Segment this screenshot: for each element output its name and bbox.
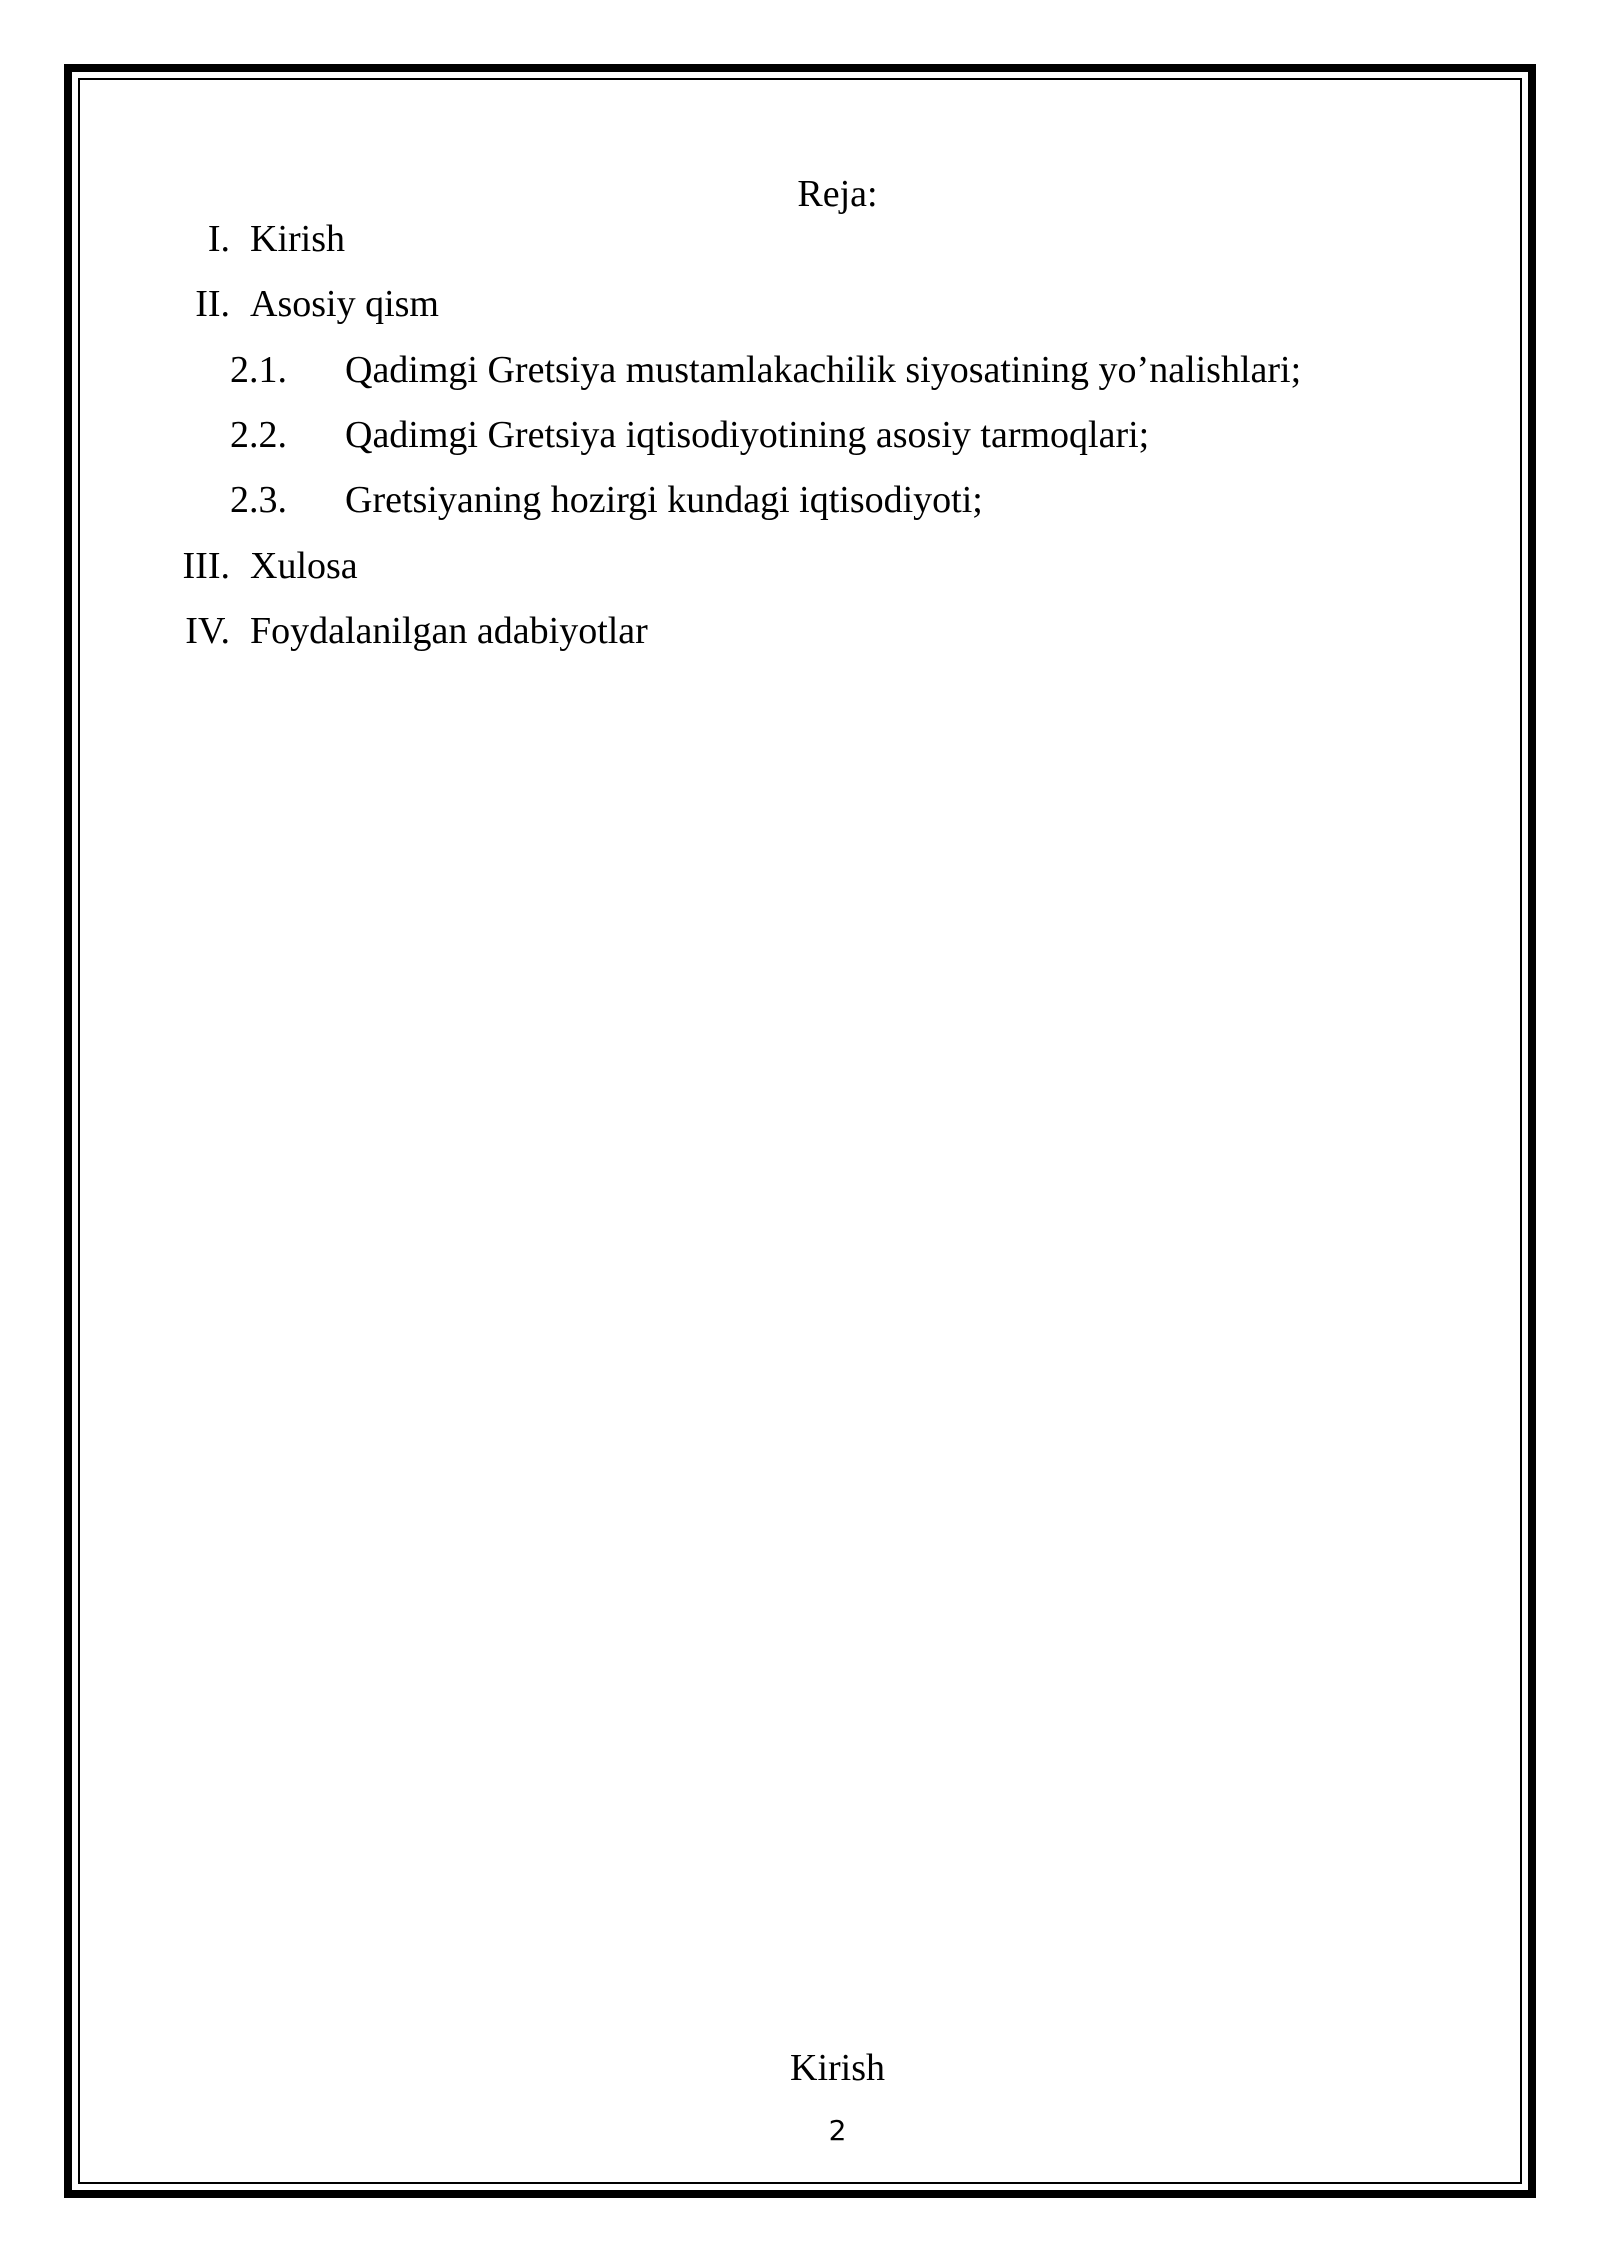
plan-item-text: Foydalanilgan adabiyotlar	[250, 610, 648, 652]
plan-item-number: IV.	[185, 610, 230, 652]
section-title: Kirish	[790, 2047, 885, 2089]
plan-item-number: I.	[207, 218, 230, 260]
plan-subitem-text: Gretsiyaning hozirgi kundagi iqtisodiyoti;	[345, 479, 983, 521]
plan-subitem-number: 2.2.	[230, 414, 287, 456]
plan-subitem-text: Qadimgi Gretsiya iqtisodiyotining asosiy tarmoqlari;	[345, 414, 1150, 456]
plan-subitem-text: Qadimgi Gretsiya mustamlakachilik siyosatining yo’nalishlari;	[345, 349, 1302, 391]
page-border-inner	[78, 78, 1522, 2184]
plan-title: Reja:	[797, 173, 878, 215]
plan-subitem-2-2	[0, 413, 1600, 457]
plan-item-text: Asosiy qism	[250, 283, 439, 325]
plan-item-conclusion	[0, 544, 1600, 588]
plan-subitem-2-1	[0, 348, 1600, 392]
plan-item-text: Xulosa	[250, 545, 358, 587]
plan-subitem-number: 2.1.	[230, 349, 287, 391]
plan-subitem-number: 2.3.	[230, 479, 287, 521]
plan-item-references	[0, 609, 1600, 653]
plan-item-number: II.	[195, 283, 230, 325]
page-number: 2	[828, 2114, 847, 2147]
plan-subitem-2-3	[0, 478, 1600, 522]
plan-item-text: Kirish	[250, 218, 345, 260]
plan-item-introduction	[0, 217, 1600, 261]
plan-item-main-part	[0, 282, 1600, 326]
plan-item-number: III.	[182, 545, 230, 587]
